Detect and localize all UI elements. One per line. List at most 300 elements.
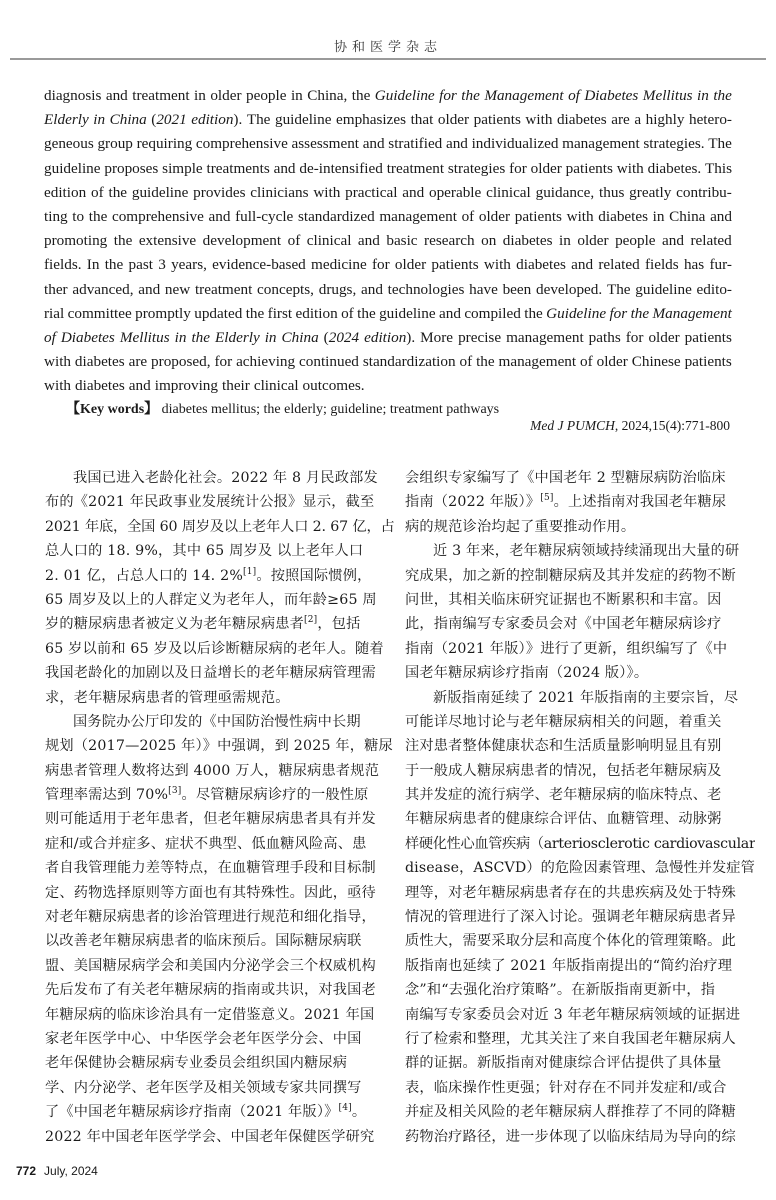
body-text: 2022 年中国老年医学学会、中国老年保健医学研究 — [45, 1128, 375, 1145]
abstract-word: the — [630, 304, 650, 322]
abstract-word: The — [246, 111, 271, 129]
body-text: 版指南也延续了 2021 年版指南提出的“简约治疗理 — [405, 957, 733, 974]
body-text-line — [405, 759, 755, 783]
abstract-word: Elderly — [215, 328, 260, 346]
body-text: 病的规范诊治均起了重要推动作用。 — [405, 518, 636, 535]
abstract-word: older — [530, 159, 562, 177]
abstract-word: of — [461, 207, 475, 225]
abstract-word: management — [498, 353, 577, 371]
body-text: 学、内分泌学、老年医学及相关领域专家共同撰写 — [45, 1079, 362, 1096]
body-right-column — [405, 466, 755, 1149]
body-text: 了《中国老年糖尿病诊疗指南（2021 年版）》 — [45, 1104, 339, 1121]
abstract-word: treatment — [386, 159, 445, 177]
body-text: 念”和“去强化治疗策略”。在新版指南更新中，指 — [405, 982, 716, 999]
body-text-line — [45, 588, 395, 612]
abstract-word: has — [683, 256, 705, 274]
abstract-word: strategies. — [643, 135, 705, 153]
body-text-line — [405, 686, 755, 710]
body-text: disease，ASCVD）的危险因素管理、急慢性并发症管 — [405, 860, 755, 877]
abstract-word: in — [559, 232, 571, 250]
abstract-word: China, — [307, 87, 348, 104]
abstract-word: China — [669, 207, 706, 225]
abstract-line — [44, 181, 732, 205]
body-text-line — [45, 1003, 395, 1027]
abstract-word: older — [577, 232, 609, 250]
body-text-line — [405, 856, 755, 880]
abstract-word: development — [202, 232, 282, 250]
abstract-word: promptly — [135, 304, 191, 322]
abstract-word: and — [438, 304, 461, 322]
body-text: 于一般成人糖尿病患者的情况，包括老年糖尿病及 — [405, 762, 722, 779]
abstract-word: a — [634, 111, 642, 129]
abstract-word: the — [357, 304, 376, 322]
body-text-line — [405, 466, 755, 490]
abstract-word: treatment — [132, 87, 190, 104]
abstract-word: (2024 — [323, 328, 360, 346]
body-text-line — [405, 1125, 755, 1149]
body-text: 则可能适用于老年患者，但老年糖尿病患者具有并发 — [45, 811, 376, 828]
abstract-word: in — [697, 87, 709, 104]
abstract-word: of — [287, 232, 301, 250]
body-text-line — [405, 978, 755, 1002]
abstract-word: with — [525, 111, 553, 129]
abstract-line — [44, 229, 732, 253]
abstract-word: new — [164, 280, 191, 298]
abstract-word: edition — [44, 183, 87, 201]
abstract-word: promoting — [44, 232, 108, 250]
abstract-word: guideline — [635, 280, 692, 298]
abstract-word: and — [362, 135, 385, 153]
body-text-line — [405, 637, 755, 661]
body-text: 65 岁以前和 65 岁及以后诊断糖尿病的老年人。随着 — [45, 640, 384, 657]
abstract-word: fields. — [44, 256, 82, 274]
abstract-word: for — [625, 328, 644, 346]
abstract-word: The — [606, 280, 631, 298]
abstract-word: for — [371, 256, 390, 274]
body-text-line — [405, 588, 755, 612]
abstract-word: people — [615, 232, 656, 250]
abstract-word: updated — [194, 304, 243, 322]
body-text: 近 3 年来，老年糖尿病领域持续涌现出大量的研 — [433, 543, 740, 560]
body-text: 我国已进入老龄化社会。2022 年 8 月民政部发 — [73, 470, 378, 486]
abstract-word: achieving — [236, 353, 296, 371]
body-text-line — [405, 661, 755, 685]
abstract-word: In — [86, 256, 100, 274]
abstract-word: the — [351, 87, 371, 104]
body-text: 。尽管糖尿病诊疗的一般性原 — [181, 787, 369, 804]
english-abstract — [44, 84, 732, 398]
abstract-word: the — [713, 87, 732, 104]
body-text: 求，老年糖尿病患者的管理亟需规范。 — [45, 689, 290, 706]
abstract-word: individualized — [471, 135, 559, 153]
body-text: 先后发布了有关老年糖尿病的指南或共识，对我国老 — [45, 982, 376, 999]
abstract-word: Mellitus — [119, 328, 170, 346]
abstract-word: people — [246, 87, 287, 104]
body-text: 2. 01 亿，占总人口的 14. 2% — [45, 567, 244, 584]
body-text: 年糖尿病患者的健康综合评估、血糖管理、动脉粥 — [405, 811, 722, 828]
body-text-line — [45, 881, 395, 905]
abstract-word: basic — [386, 232, 418, 250]
page-number: 772 — [16, 1164, 37, 1178]
abstract-word: Diabetes — [60, 328, 115, 346]
abstract-word: operable — [428, 183, 482, 201]
body-text-line — [405, 881, 755, 905]
body-text: 总人口的 18. 9%，其中 65 周岁及 以上老年人口 — [45, 543, 364, 560]
abstract-word: the — [476, 353, 495, 371]
abstract-word: de-intensified — [299, 159, 383, 177]
abstract-word: for — [509, 159, 527, 177]
abstract-word: with — [566, 207, 594, 225]
abstract-word: and — [208, 207, 231, 225]
abstract-line — [44, 350, 732, 374]
abstract-word: emphasizes — [336, 111, 407, 129]
body-text-line — [405, 490, 755, 514]
body-text: 。 — [351, 1104, 367, 1121]
issue-date: July, 2024 — [44, 1164, 98, 1178]
body-text: 布的《2021 年民政事业发展统计公报》显示，截至 — [45, 494, 375, 511]
abstract-word: clinical — [486, 183, 531, 201]
keywords-text: diabetes mellitus; the elderly; guideline; treatment pathways — [158, 402, 500, 417]
abstract-word: clinical — [253, 377, 299, 395]
body-text: 规划（2017—2025 年）》中强调，到 2025 年，糖尿 — [45, 738, 393, 755]
body-text-line — [405, 564, 755, 588]
abstract-word: extensive — [138, 232, 197, 250]
abstract-line — [44, 157, 732, 181]
abstract-word: guidance, — [535, 183, 595, 201]
abstract-word: diabetes — [556, 111, 607, 129]
body-text-line — [405, 807, 755, 831]
body-text: 此，指南编写专家委员会对《中国老年糖尿病诊疗 — [405, 616, 722, 633]
body-text-line — [405, 734, 755, 758]
citation-details: , 2024,15(4):771-800 — [614, 418, 730, 433]
body-text: 病患者管理人数将达到 4000 万人，糖尿病患者规范 — [45, 762, 380, 779]
abstract-line — [44, 374, 732, 398]
abstract-word: requiring — [136, 135, 193, 153]
body-text-line — [45, 905, 395, 929]
body-text: 样硬化性心血管疾病（arteriosclerotic cardiovascular — [405, 835, 755, 852]
body-text: 对老年糖尿病患者的诊治管理进行规范和细化指导， — [45, 909, 376, 926]
abstract-word: edition — [295, 304, 338, 322]
reference-marker[interactable]: [4] — [338, 1103, 352, 1114]
body-text-line — [45, 612, 395, 636]
body-text-line — [45, 661, 395, 685]
abstract-word: improving — [154, 377, 218, 395]
abstract-word: patients — [514, 207, 562, 225]
abstract-word: have — [469, 280, 498, 298]
citation-journal: Med J PUMCH — [530, 418, 615, 433]
abstract-word: provides — [193, 183, 246, 201]
body-text: 群的证据。新版指南对健康综合评估提供了具体量 — [405, 1055, 722, 1072]
body-text-line — [405, 539, 755, 563]
abstract-word: of — [44, 328, 56, 346]
body-text: 者自我管理能力差等特点，在血糖管理手段和目标制 — [45, 860, 376, 877]
abstract-word: the — [461, 87, 480, 104]
abstract-word: in — [290, 87, 303, 104]
abstract-line — [44, 205, 732, 229]
abstract-word: proposed, — [151, 353, 211, 371]
abstract-word: the — [524, 304, 543, 322]
reference-marker[interactable]: [2] — [303, 615, 318, 626]
body-text: 岁的糖尿病患者被定义为老年糖尿病患者 — [45, 616, 304, 633]
abstract-word: developed. — [535, 280, 603, 298]
abstract-word: are — [128, 353, 148, 371]
body-text: 国务院办公厅印发的《中国防治慢性病中长期 — [73, 713, 361, 730]
body-text: 并症及相关风险的老年糖尿病人群推荐了不同的降糖 — [405, 1104, 736, 1121]
body-text-line — [405, 515, 755, 539]
body-text-line — [45, 466, 395, 490]
abstract-word: the — [104, 256, 124, 274]
abstract-word: hetero- — [688, 111, 732, 129]
abstract-word: precise — [458, 328, 502, 346]
abstract-word: with — [44, 353, 72, 371]
body-text-line — [45, 564, 395, 588]
abstract-word: been — [502, 280, 532, 298]
body-text: 2021 年底，全国 60 周岁及以上老年人口 2. 67 亿，占 — [45, 518, 395, 535]
body-text: 家老年医学中心、中华医学会老年医学分会、中国 — [45, 1030, 362, 1047]
abstract-word: and — [105, 87, 128, 104]
abstract-word: the — [113, 232, 133, 250]
abstract-word: geneous — [44, 135, 94, 153]
abstract-word: comprehensive — [111, 207, 204, 225]
abstract-line — [44, 132, 732, 156]
body-text: 究成果，加之新的控制糖尿病及其并发症的药物不断 — [405, 567, 736, 584]
abstract-word: fur- — [709, 256, 732, 274]
abstract-word: assessment — [291, 135, 360, 153]
body-text-line — [405, 1003, 755, 1027]
abstract-word: Management — [484, 87, 564, 104]
abstract-word: China — [281, 328, 319, 346]
abstract-word: the — [191, 328, 210, 346]
abstract-word: Diabetes — [584, 87, 639, 104]
abstract-word: that — [410, 111, 434, 129]
abstract-word: thus — [599, 183, 625, 201]
abstract-word: their — [222, 377, 250, 395]
abstract-word: first — [267, 304, 293, 322]
abstract-word: concepts, — [257, 280, 314, 298]
abstract-word: with — [616, 159, 644, 177]
abstract-word: older — [596, 353, 628, 371]
abstract-word: ting — [44, 207, 68, 225]
abstract-word: older — [648, 328, 680, 346]
body-text-line — [45, 710, 395, 734]
abstract-word: with — [483, 256, 511, 274]
abstract-line — [44, 108, 732, 132]
body-text: 质性大，需要采取分层和高度个体化的管理策略。此 — [405, 933, 736, 950]
abstract-word: evidence-based — [212, 256, 306, 274]
body-text: 其并发症的流行病学、老年糖尿病的临床特点、老 — [405, 787, 722, 804]
abstract-word: with — [313, 183, 341, 201]
abstract-word: patients — [565, 159, 613, 177]
abstract-word: older — [437, 111, 470, 129]
citation — [530, 418, 730, 434]
abstract-word: technologies — [387, 280, 465, 298]
abstract-word: full-cycle — [235, 207, 294, 225]
abstract-word: edito- — [696, 280, 732, 298]
abstract-word: treatment — [194, 280, 253, 298]
abstract-word: comprehensive — [195, 135, 288, 153]
body-text-line — [45, 539, 395, 563]
abstract-word: simple — [162, 159, 203, 177]
abstract-word: This — [704, 159, 732, 177]
abstract-word: guideline — [44, 159, 101, 177]
abstract-word: Mellitus — [642, 87, 693, 104]
abstract-word: (2021 — [151, 111, 187, 129]
header-divider — [10, 58, 766, 60]
abstract-word: group — [97, 135, 133, 153]
abstract-word: in — [194, 87, 206, 104]
body-left-column — [45, 466, 395, 1149]
keywords — [66, 398, 499, 418]
abstract-word: and — [357, 232, 380, 250]
abstract-word: paths — [588, 328, 621, 346]
body-text-line — [405, 929, 755, 953]
abstract-word: related — [690, 232, 732, 250]
abstract-word: Guideline — [374, 87, 435, 104]
body-text: ，包括 — [317, 616, 361, 633]
body-text-line — [405, 905, 755, 929]
abstract-word: stratified — [388, 135, 443, 153]
abstract-word: diabetes — [74, 353, 125, 371]
abstract-word: to — [72, 207, 85, 225]
abstract-word: edition). — [364, 328, 416, 346]
abstract-word: diabetes — [598, 207, 649, 225]
body-text: 老年保健协会糖尿病专业委员会组织国内糖尿病 — [45, 1055, 348, 1072]
abstract-word: greatly — [629, 183, 672, 201]
body-text: 指南（2021 年版）》进行了更新，组织编写了《中 — [405, 640, 728, 657]
abstract-word: treatments — [206, 159, 270, 177]
body-text: 行了检索和整理，尤其关注了来自我国老年糖尿病人 — [405, 1030, 736, 1047]
body-text: 新版指南延续了 2021 年版指南的主要宗旨，尽 — [433, 689, 739, 706]
abstract-word: management — [379, 207, 457, 225]
abstract-word: standardization — [362, 353, 456, 371]
abstract-word: and — [571, 256, 594, 274]
body-text-line — [45, 954, 395, 978]
abstract-word: highly — [645, 111, 685, 129]
abstract-word: related — [598, 256, 640, 274]
abstract-word: continued — [299, 353, 359, 371]
abstract-word: older — [394, 256, 427, 274]
abstract-line — [44, 302, 732, 326]
abstract-word: of — [580, 353, 593, 371]
abstract-word: compiled — [464, 304, 521, 322]
abstract-word: patients — [684, 328, 732, 346]
abstract-word: the — [88, 207, 108, 225]
body-text-line — [405, 1051, 755, 1075]
abstract-word: and — [128, 377, 151, 395]
abstract-word: rial — [44, 304, 65, 322]
abstract-word: and — [710, 207, 732, 225]
body-text-line — [405, 612, 755, 636]
reference-marker[interactable]: [3] — [168, 786, 182, 797]
abstract-word: outcomes. — [302, 377, 365, 395]
body-text-line — [45, 1027, 395, 1051]
body-text: 会组织专家编写了《中国老年 2 型糖尿病防治临床 — [405, 470, 726, 486]
body-text: 药物治疗路径，进一步体现了以临床结局为导向的综 — [405, 1128, 736, 1145]
abstract-line — [44, 278, 732, 302]
abstract-word: are — [611, 111, 630, 129]
abstract-word: patients — [431, 256, 479, 274]
body-text: 盟、美国糖尿病学会和美国内分泌学会三个权威机构 — [45, 957, 376, 974]
abstract-word: and — [273, 159, 296, 177]
body-text-line — [45, 734, 395, 758]
abstract-word: in — [174, 328, 187, 346]
body-text: 理等，对老年糖尿病患者存在的共患疾病及处于特殊 — [405, 884, 736, 901]
abstract-word: drugs, — [318, 280, 357, 298]
abstract-word: diagnosis — [44, 87, 102, 104]
keywords-label: 【Key words】 — [66, 402, 159, 417]
body-text-line — [45, 929, 395, 953]
body-text: 指南（2022 年版）》 — [405, 494, 541, 511]
abstract-word: guideline — [131, 183, 189, 201]
body-text: 我国老龄化的加剧以及日益增长的老年糖尿病管理需 — [45, 665, 376, 682]
abstract-word: fields — [644, 256, 679, 274]
abstract-word: patients — [684, 353, 732, 371]
body-text: 定、药物选择原则等方面也有其特殊性。因此，亟待 — [45, 884, 376, 901]
abstract-word: proposes — [104, 159, 159, 177]
abstract-word: older — [478, 207, 511, 225]
body-text-line — [405, 1027, 755, 1051]
abstract-word: ther — [44, 280, 68, 298]
body-text-line — [405, 710, 755, 734]
reference-marker[interactable]: [5] — [540, 493, 554, 504]
abstract-word: medicine — [311, 256, 367, 274]
body-text-line — [45, 686, 395, 710]
abstract-word: and — [662, 232, 684, 250]
body-text: 可能详尽地讨论与老年糖尿病相关的问题，着重关 — [405, 713, 722, 730]
abstract-word: standardized — [297, 207, 375, 225]
abstract-word: The — [708, 135, 732, 153]
body-text-line — [45, 637, 395, 661]
abstract-word: diabetes — [502, 232, 553, 250]
body-text-line — [45, 1051, 395, 1075]
body-text: 表，临床操作性更强；针对存在不同并发症和/或合 — [405, 1079, 727, 1096]
abstract-word: clinicians — [250, 183, 309, 201]
body-text-line — [405, 832, 755, 856]
abstract-word: and — [402, 183, 425, 201]
abstract-word: for — [214, 353, 233, 371]
abstract-word: management — [506, 328, 584, 346]
body-text: 以改善老年糖尿病患者的临床预后。国际糖尿病联 — [45, 933, 362, 950]
abstract-word: guideline — [379, 304, 436, 322]
abstract-word: research — [424, 232, 475, 250]
body-text-line — [45, 832, 395, 856]
abstract-word: Guideline — [546, 304, 607, 322]
body-text-line — [45, 856, 395, 880]
abstract-word: the — [245, 304, 265, 322]
abstract-word: of — [91, 183, 104, 201]
body-text: 注对患者整体健康状态和生活质量影响明显且有别 — [405, 738, 722, 755]
body-text-line — [45, 783, 395, 807]
body-text: 问世，其相关临床研究证据也不断累积和丰富。因 — [405, 591, 722, 608]
abstract-word: committee — [67, 304, 132, 322]
abstract-line — [44, 84, 732, 108]
abstract-word: of — [341, 304, 354, 322]
abstract-word: in — [652, 207, 665, 225]
abstract-word: China — [109, 111, 147, 129]
body-text: 情况的管理进行了深入讨论。强调老年糖尿病患者异 — [405, 909, 736, 926]
abstract-word: patients — [473, 111, 521, 129]
abstract-word: 3 — [158, 256, 166, 274]
abstract-word: More — [420, 328, 454, 346]
abstract-word: and — [445, 135, 468, 153]
abstract-line — [44, 253, 732, 277]
abstract-word: clinical — [306, 232, 352, 250]
abstract-word: past — [128, 256, 153, 274]
abstract-word: and — [138, 280, 161, 298]
body-text: 南编写专家委员会对近 3 年老年糖尿病领域的证据进 — [405, 1006, 741, 1023]
reference-marker[interactable]: [1] — [243, 566, 257, 577]
abstract-word: years, — [171, 256, 207, 274]
